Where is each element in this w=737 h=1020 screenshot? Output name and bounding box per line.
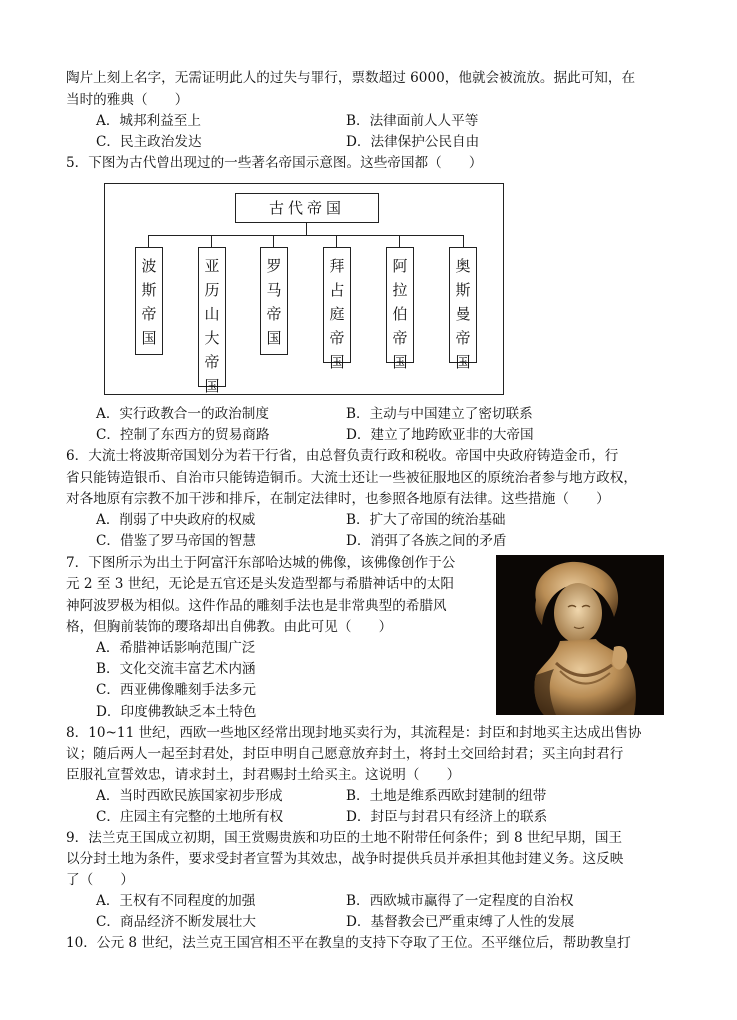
q7-option-c: C．西亚佛像雕刻手法多元 [96,682,256,698]
q9-option-d: D．基督教会已严重束缚了人性的发展 [346,914,575,930]
q7-option-d: D．印度佛教缺乏本土特色 [96,704,257,720]
q4-option-b: B．法律面前人人平等 [346,113,479,129]
diagram-connector-bar [148,235,464,236]
q6-option-b: B．扩大了帝国的统治基础 [346,512,506,528]
q6-option-a: A．削弱了中央政府的权威 [96,512,256,528]
diagram-box-byzantine: 拜 占 庭 帝 国 [323,247,351,363]
diagram-root-box: 古代帝国 [235,193,379,223]
q8-option-b: B．土地是维系西欧封建制的纽带 [346,788,547,804]
diagram-connector-4 [336,235,337,247]
q7-option-a: A．希腊神话影响范围广泛 [96,640,256,656]
diagram-connector-1 [148,235,149,247]
q4-option-c: C．民主政治发达 [96,134,202,150]
q9-option-c: C．商品经济不断发展壮大 [96,914,256,930]
q7-option-b: B．文化交流丰富艺术内涵 [96,661,256,677]
q4-stem-line-2: 当时的雅典（ ） [66,92,189,108]
q8-stem-line-1: 8．10~11 世纪，西欧一些地区经常出现封地买卖行为，其流程是：封臣和封地买主达成出售协 [66,725,642,741]
q5-option-c: C．控制了东西方的贸易商路 [96,427,270,443]
buddha-statue-photo [496,555,664,715]
diagram-box-rome: 罗 马 帝 国 [260,247,288,355]
diagram-box-arab: 阿 拉 伯 帝 国 [386,247,414,363]
q7-stem-line-3: 神阿波罗极为相似。这件作品的雕刻手法也是非常典型的希腊风 [66,598,447,614]
q6-stem-line-2: 省只能铸造银币、自治市只能铸造铜币。大流士还让一些被征服地区的原统治者参与地方政权， [66,470,637,486]
q5-option-d: D．建立了地跨欧亚非的大帝国 [346,427,534,443]
q9-option-a: A．王权有不同程度的加强 [96,893,256,909]
q8-stem-line-2: 议；随后两人一起至封君处，封臣申明自己愿意放弃封土，将封土交回给封君；买主向封君行 [66,746,624,762]
q9-stem-line-1: 9．法兰克王国成立初期，国王赏赐贵族和功臣的土地不附带任何条件；到 8 世纪早期，国王 [66,830,623,846]
q6-option-c: C．借鉴了罗马帝国的智慧 [96,533,256,549]
q5-option-a: A．实行政教合一的政治制度 [96,406,269,422]
q6-stem-line-3: 对各地原有宗教不加干涉和排斥，在制定法律时，也参照各地原有法律。这些措施（ ） [66,491,610,507]
diagram-connector-5 [399,235,400,247]
q9-option-b: B．西欧城市赢得了一定程度的自治权 [346,893,574,909]
q9-stem-line-2: 以分封土地为条件，要求受封者宣誓为其效忠，战争时提供兵员并承担其他封建义务。这反映 [66,851,624,867]
diagram-box-ottoman: 奥 斯 曼 帝 国 [449,247,477,363]
q7-stem-line-1: 7．下图所示为出土于阿富汗东部哈达城的佛像，该佛像创作于公 [66,555,456,571]
diagram-box-alexander: 亚 历 山 大 帝 国 [198,247,226,387]
q8-stem-line-3: 臣服礼宣誓效忠，请求封土，封君赐封土给买主。这说明（ ） [66,767,461,783]
q6-stem-line-1: 6．大流士将波斯帝国划分为若干行省，由总督负责行政和税收。帝国中央政府铸造金币，行 [66,448,619,464]
q5-stem: 5．下图为古代曾出现过的一些著名帝国示意图。这些帝国都（ ） [66,155,483,171]
diagram-connector-stem [306,223,307,235]
q10-stem-line-1: 10．公元 8 世纪，法兰克王国宫相丕平在教皇的支持下夺取了王位。丕平继位后，帮助教皇打 [66,935,631,951]
q4-stem-line-1: 陶片上刻上名字，无需证明此人的过失与罪行，票数超过 6000，他就会被流放。据此可知，在 [66,70,636,86]
q9-stem-line-3: 了（ ） [66,872,134,888]
empire-diagram [104,183,504,395]
q8-option-a: A．当时西欧民族国家初步形成 [96,788,283,804]
q6-option-d: D．消弭了各族之间的矛盾 [346,533,507,549]
diagram-connector-3 [273,235,274,247]
q4-option-d: D．法律保护公民自由 [346,134,480,150]
diagram-connector-2 [211,235,212,247]
diagram-connector-6 [463,235,464,247]
q8-option-d: D．封臣与封君只有经济上的联系 [346,809,548,825]
q7-stem-line-2: 元 2 至 3 世纪，无论是五官还是头发造型都与希腊神话中的太阳 [66,576,455,592]
q4-option-a: A．城邦利益至上 [96,113,201,129]
q5-option-b: B．主动与中国建立了密切联系 [346,406,533,422]
diagram-box-persia: 波 斯 帝 国 [135,247,163,355]
q7-stem-line-4: 格，但胸前装饰的璎珞却出自佛教。由此可见（ ） [66,619,393,635]
q8-option-c: C．庄园主有完整的土地所有权 [96,809,284,825]
